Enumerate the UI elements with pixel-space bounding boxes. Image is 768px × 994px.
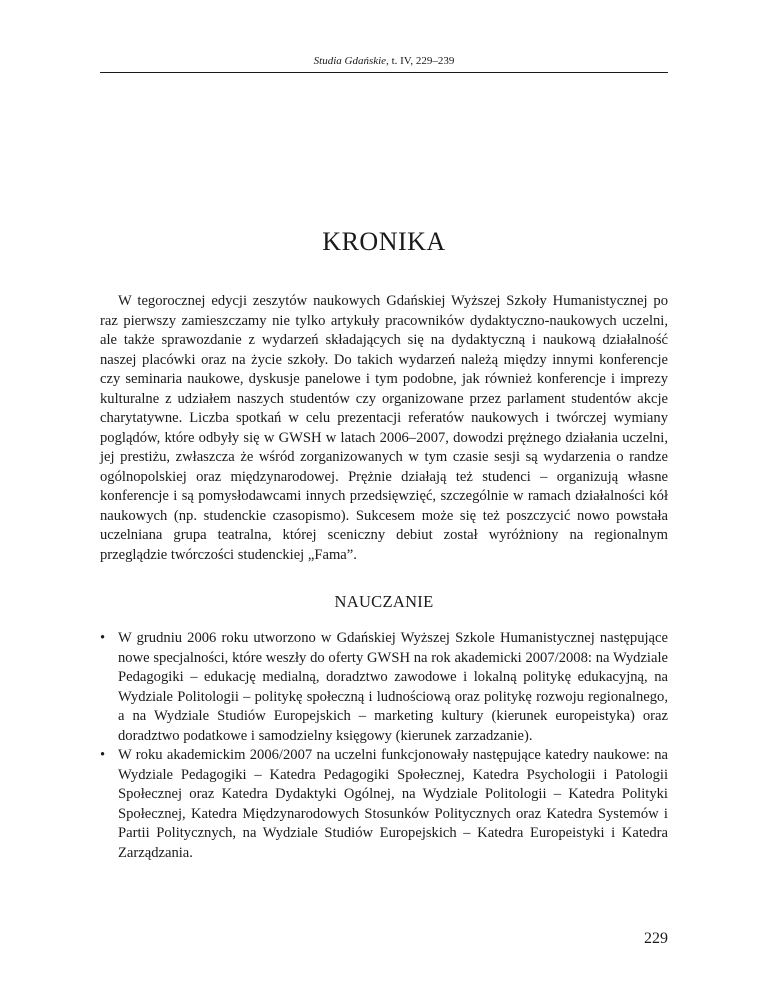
intro-paragraph: W tegorocznej edycji zeszytów naukowych Gdańskiej Wyższej Szkoły Humanistycznej po raz pierwszy zamieszczamy nie tylko artykuły pracowników dydaktyczno-naukowych uczelni, ale także sprawozdanie z wydarzeń składających się na dydaktyczną i naukową działalność naszej placówki oraz na życie szkoły. Do takich wydarzeń należą między innymi konferencje czy seminaria naukowe, dyskusje panelowe i tym podobne, jak również konferencje i imprezy kulturalne z udziałem naszych studentów czy organizowane przez parlament studentów akcje charytatywne. Liczba spotkań w celu prezentacji referatów naukowych i twórczej wymiany poglądów, które odbyły się w GWSH w latach 2006–2007, dowodzi prężnego działania uczelni, jej prestiżu, zwłaszcza że wśród zorganizowanych w tym czasie sesji są wydarzenia o randze ogólnopolskiej oraz międzynarodowej. Prężnie działają też studenci – organizują własne konferencje i są pomysłodawcami innych przedsięwzięć, szczególnie w ramach działalności kół naukowych (np. studenckie czasopismo). Sukcesem może się też poszczycić nowo powstała uczelniana grupa teatralna, której sceniczny debiut został wyróżniony na regionalnym przeglądzie twórczości studenckiej „Fama”. xyxy=(100,293,668,563)
header-rule xyxy=(100,72,668,73)
volume-pages: , t. IV, 229–239 xyxy=(386,55,455,67)
page-title: KRONIKA xyxy=(322,227,446,256)
list-item-text: W roku akademickim 2006/2007 na uczelni funkcjonowały następujące katedry naukowe: na Wydziale Pedagogiki – Katedra Pedagogiki Społecznej, Katedra Psychologii i Patologii Społecznej oraz Katedra Dydaktyki Ogólnej, na Wydziale Politologii – Katedra Polityki Społecznej, Katedra Międzynarodowych Stosunków Politycznych oraz Katedra Systemów i Partii Politycznych, na Wydziale Studiów Europejskich – Katedra Europeistyki i Katedra Zarządzania. xyxy=(118,747,668,861)
journal-name: Studia Gdańskie xyxy=(313,55,387,67)
list-item xyxy=(100,746,668,863)
bullet-icon: • xyxy=(100,747,106,763)
section-heading: NAUCZANIE xyxy=(334,592,434,611)
running-head xyxy=(100,55,668,67)
page-number: 229 xyxy=(644,930,668,947)
list-item-text: W grudniu 2006 roku utworzono w Gdańskiej Wyższej Szkole Humanistycznej następujące nowe specjalności, które weszły do oferty GWSH na rok akademicki 2007/2008: na Wydziale Pedagogiki – edukację medialną, doradztwo zawodowe i lokalną politykę edukacyjną, na Wydziale Politologii – politykę społeczną i ludnościową oraz politykę rozwoju regionalnego, a na Wydziale Studiów Europejskich – marketing kultury (kierunek europeistyka) oraz doradztwo podatkowe i samodzielny księgowy (kierunek zarzadzanie). xyxy=(118,630,668,744)
list-item xyxy=(100,629,668,746)
bullet-icon: • xyxy=(100,630,106,646)
bullet-list xyxy=(100,629,668,863)
